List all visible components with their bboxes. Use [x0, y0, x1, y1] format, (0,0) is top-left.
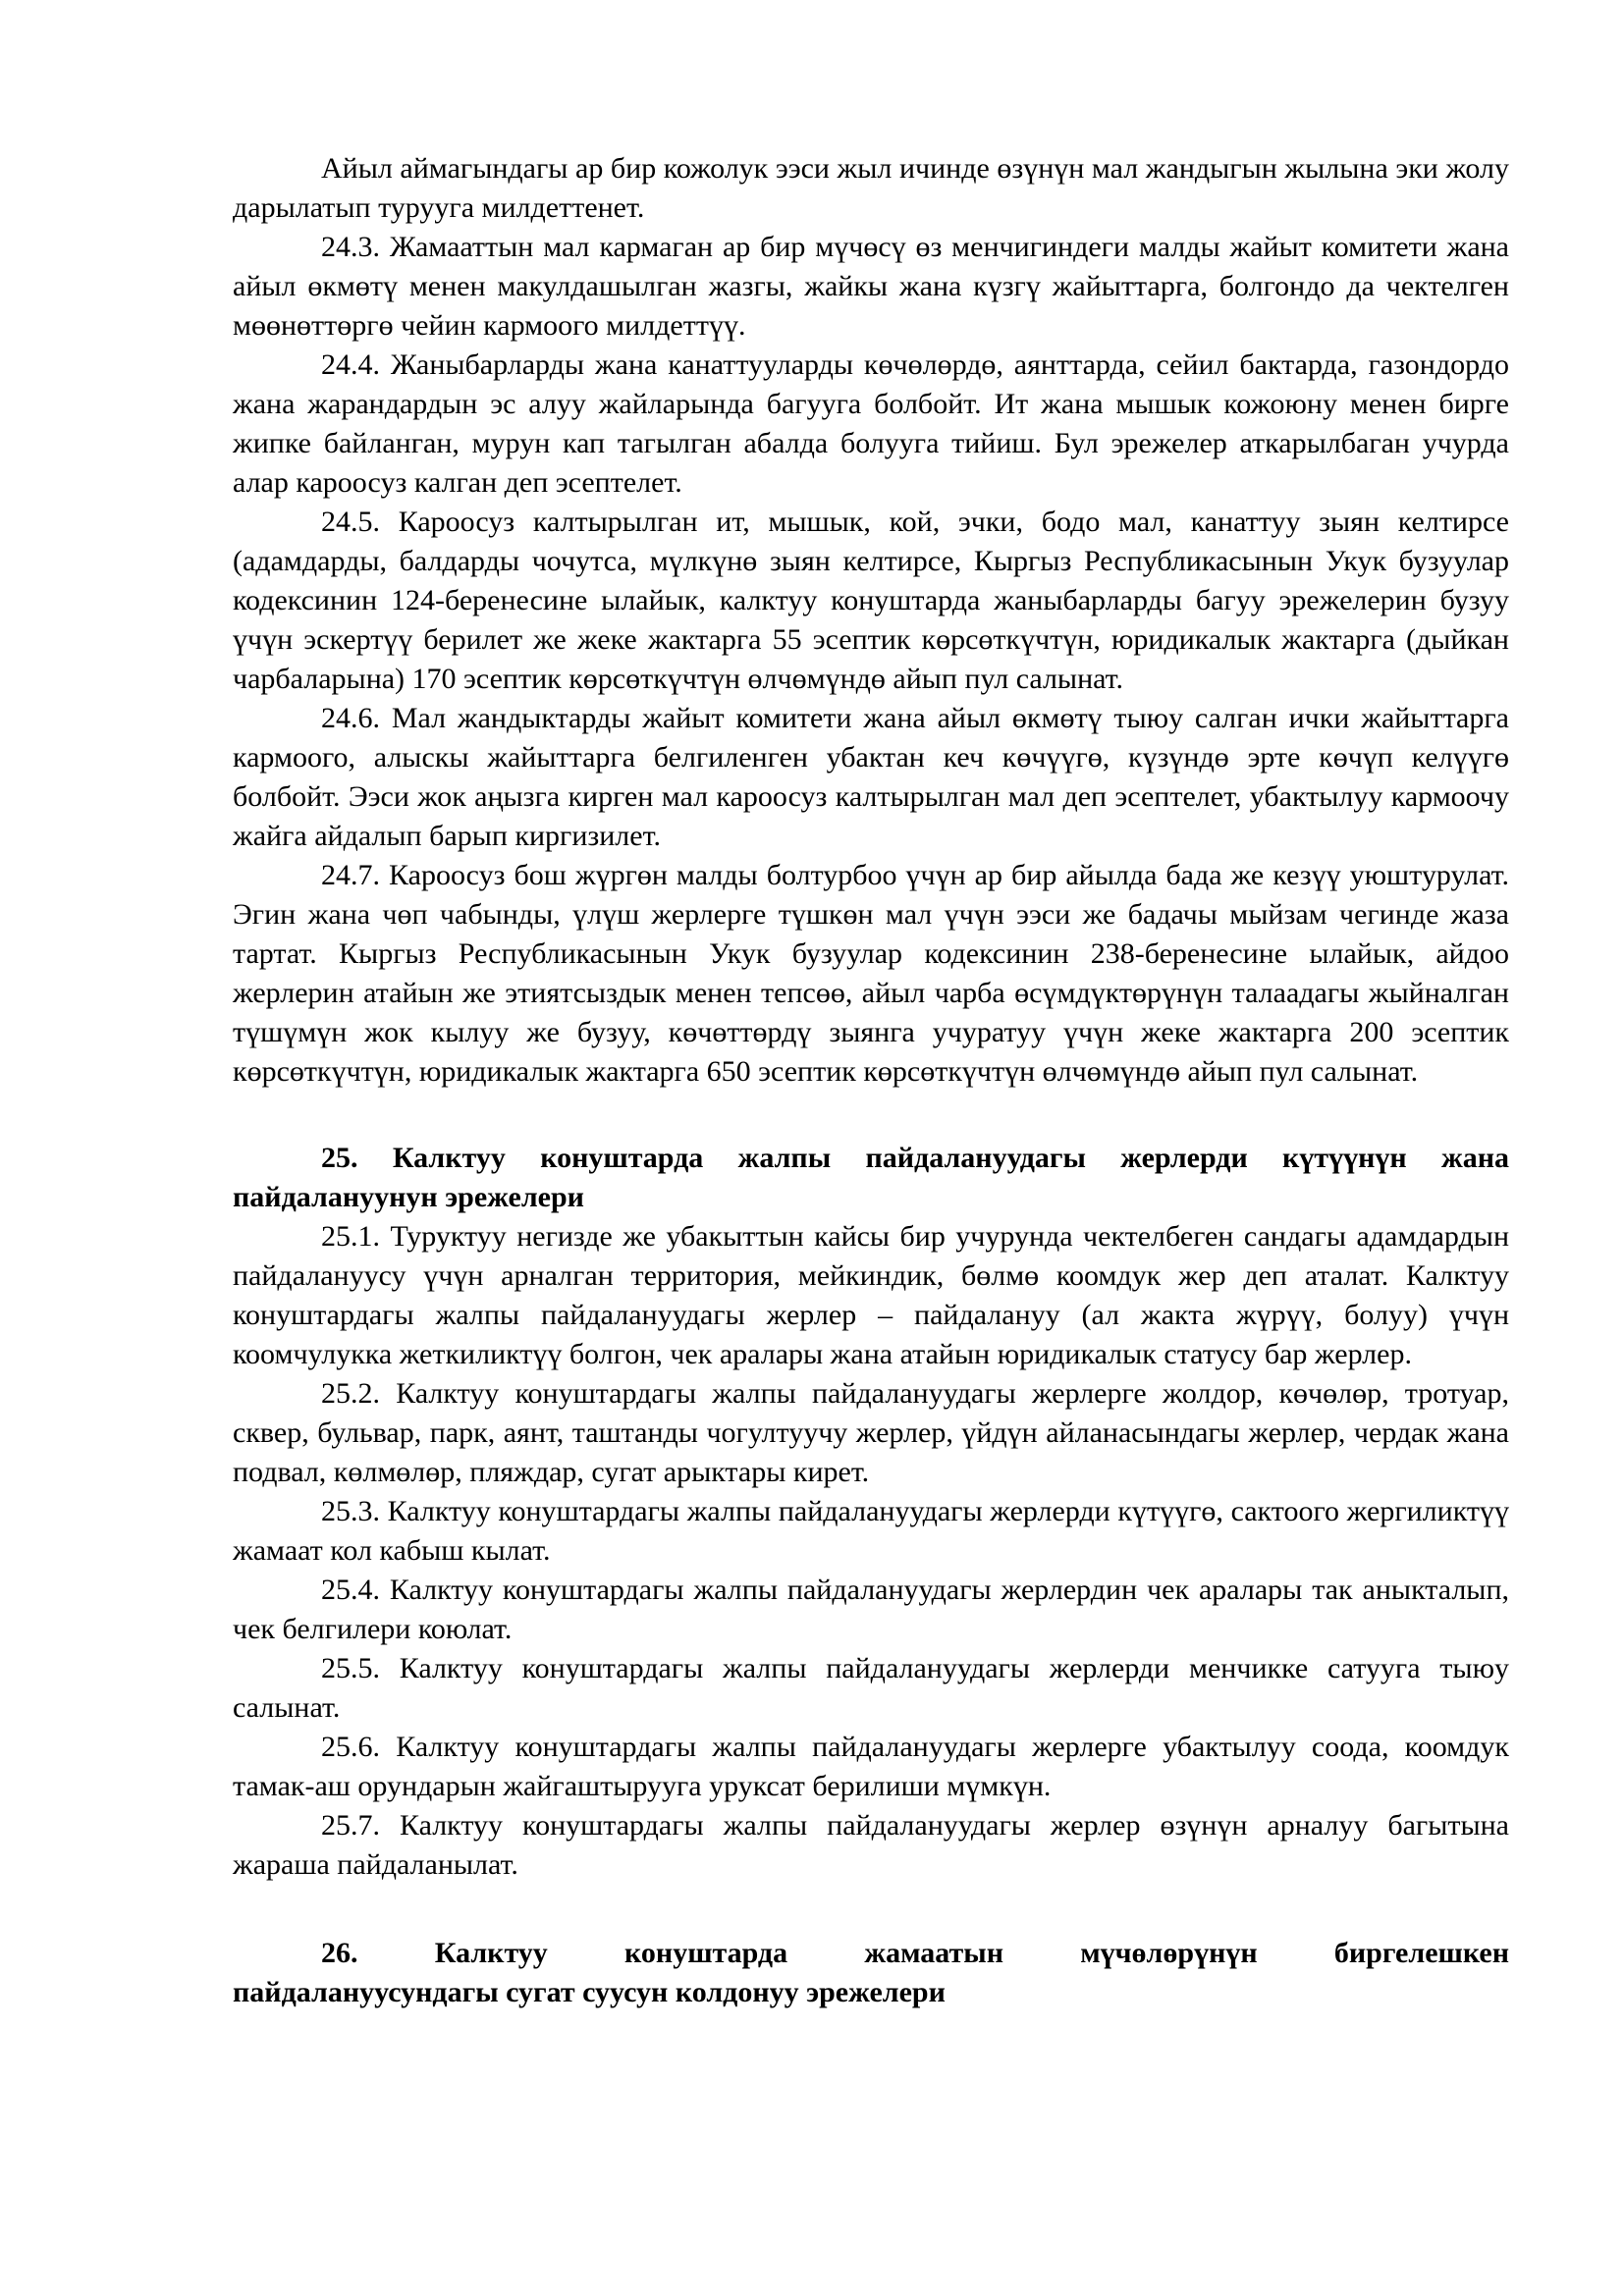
paragraph-24-3: 24.3. Жамааттын мал кармаган ар бир мүчөсү өз менчигиндеги малды жайыт комитети жана айыл өкмөтү менен макулдашылган жазгы, жайкы жана күзгү жайыттарга, болгондо да чектелген мөөнөттөргө чейин кармоого милдеттүү.: [233, 231, 1509, 342]
paragraph-24-2-continuation: Айыл аймагындагы ар бир кожолук ээси жыл ичинде өзүнүн мал жандыгын жылына эки жолу дарылатып турууга милдеттенет.: [233, 152, 1509, 224]
heading-26-line-1: 26. Калктуу конуштарда жамаатын мүчөлөрүнүн биргелешкен: [321, 1937, 1509, 1969]
paragraph-25-2: 25.2. Калктуу конуштардагы жалпы пайдалануудагы жерлерге жолдор, көчөлөр, тротуар, сквер, бульвар, парк, аянт, таштанды чогултуучу жерлер, үйдүн айланасындагы жерлер, чердак жана подвал, көлмөлөр, пляждар, сугат арыктары кирет.: [233, 1377, 1509, 1488]
heading-26-line-2: пайдалануусундагы сугат суусун колдонуу эрежелери: [233, 1976, 946, 2008]
paragraph-25-3: 25.3. Калктуу конуштардагы жалпы пайдалануудагы жерлерди күтүүгө, сактоого жергиликтүү жамаат кол кабыш кылат.: [233, 1495, 1509, 1567]
paragraph-25-7: 25.7. Калктуу конуштардагы жалпы пайдалануудагы жерлер өзүнүн арналуу багытына жараша пайдаланылат.: [233, 1809, 1509, 1881]
paragraph-24-7: 24.7. Кароосуз бош жүргөн малды болтурбоо үчүн ар бир айылда бада же кезүү уюштурулат. Эгин жана чөп чабынды, үлүш жерлерге түшкөн мал үчүн ээси же бадачы мыйзам чегинде жаза тартат. Кыргыз Республикасынын Укук бузуулар кодексинин 238-беренесине ылайык, айдоо жерлерин атайын же этиятсыздык менен тепсөө, айыл чарба өсүмдүктөрүнүн талаадагы жыйналган түшүмүн жок кылуу же бузуу, көчөттөрдү зыянга учуратуу үчүн жеке жактарга 200 эсептик көрсөткүчтүн, юридикалык жактарга 650 эсептик көрсөткүчтүн өлчөмүндө айып пул салынат.: [233, 859, 1509, 1088]
paragraph-24-6: 24.6. Мал жандыктарды жайыт комитети жана айыл өкмөтү тыюу салган ички жайыттарга кармоого, алыскы жайыттарга белгиленген убактан кеч көчүүгө, күзүндө эрте көчүп келүүгө болбойт. Ээси жок аңызга кирген мал кароосуз калтырылган мал деп эсептелет, убактылуу кармоочу жайга айдалып барып киргизилет.: [233, 702, 1509, 852]
heading-25-line-1: 25. Калктуу конуштарда жалпы пайдалануудагы жерлерди күтүүнүн жана: [321, 1142, 1509, 1174]
paragraph-24-4: 24.4. Жаныбарларды жана канаттууларды көчөлөрдө, аянттарда, сейил бактарда, газондордо жана жарандардын эс алуу жайларында багууга болбойт. Ит жана мышык кожоюну менен бирге жипке байланган, мурун кап тагылган абалда болууга тийиш. Бул эрежелер аткарылбаган учурда алар кароосуз калган деп эсептелет.: [233, 348, 1509, 499]
paragraph-25-6: 25.6. Калктуу конуштардагы жалпы пайдалануудагы жерлерге убактылуу соода, коомдук тамак-аш орундарын жайгаштырууга уруксат берилиши мүмкүн.: [233, 1731, 1509, 1802]
document-text-column: [233, 149, 1509, 2012]
paragraph-24-5: 24.5. Кароосуз калтырылган ит, мышык, кой, эчки, бодо мал, канаттуу зыян келтирсе (адамдарды, балдарды чочутса, мүлкүнө зыян келтирсе, Кыргыз Республикасынын Укук бузуулар кодексинин 124-беренесине ылайык, калктуу конуштарда жаныбарларды багуу эрежелерин бузуу үчүн эскертүү берилет же жеке жактарга 55 эсептик көрсөткүчтүн, юридикалык жактарга (дыйкан чарбаларына) 170 эсептик көрсөткүчтүн өлчөмүндө айып пул салынат.: [233, 506, 1509, 695]
heading-25-line-2: пайдалануунун эрежелери: [233, 1181, 584, 1213]
paragraph-25-1: 25.1. Туруктуу негизде же убакыттын кайсы бир учурунда чектелбеген сандагы адамдардын пайдалануусу үчүн арналган территория, мейкиндик, бөлмө коомдук жер деп аталат. Калктуу конуштардагы жалпы пайдалануудагы жерлер – пайдалануу (ал жакта жүрүү, болуу) үчүн коомчулукка жеткиликтүү болгон, чек аралары жана атайын юридикалык статусу бар жерлер.: [233, 1220, 1509, 1370]
paragraph-25-4: 25.4. Калктуу конуштардагы жалпы пайдалануудагы жерлердин чек аралары так аныкталып, чек белгилери коюлат.: [233, 1574, 1509, 1645]
section-heading-25: [233, 1139, 1509, 1217]
section-heading-26: [233, 1934, 1509, 2012]
paragraph-25-5: 25.5. Калктуу конуштардагы жалпы пайдалануудагы жерлерди менчикке сатууга тыюу салынат.: [233, 1652, 1509, 1724]
